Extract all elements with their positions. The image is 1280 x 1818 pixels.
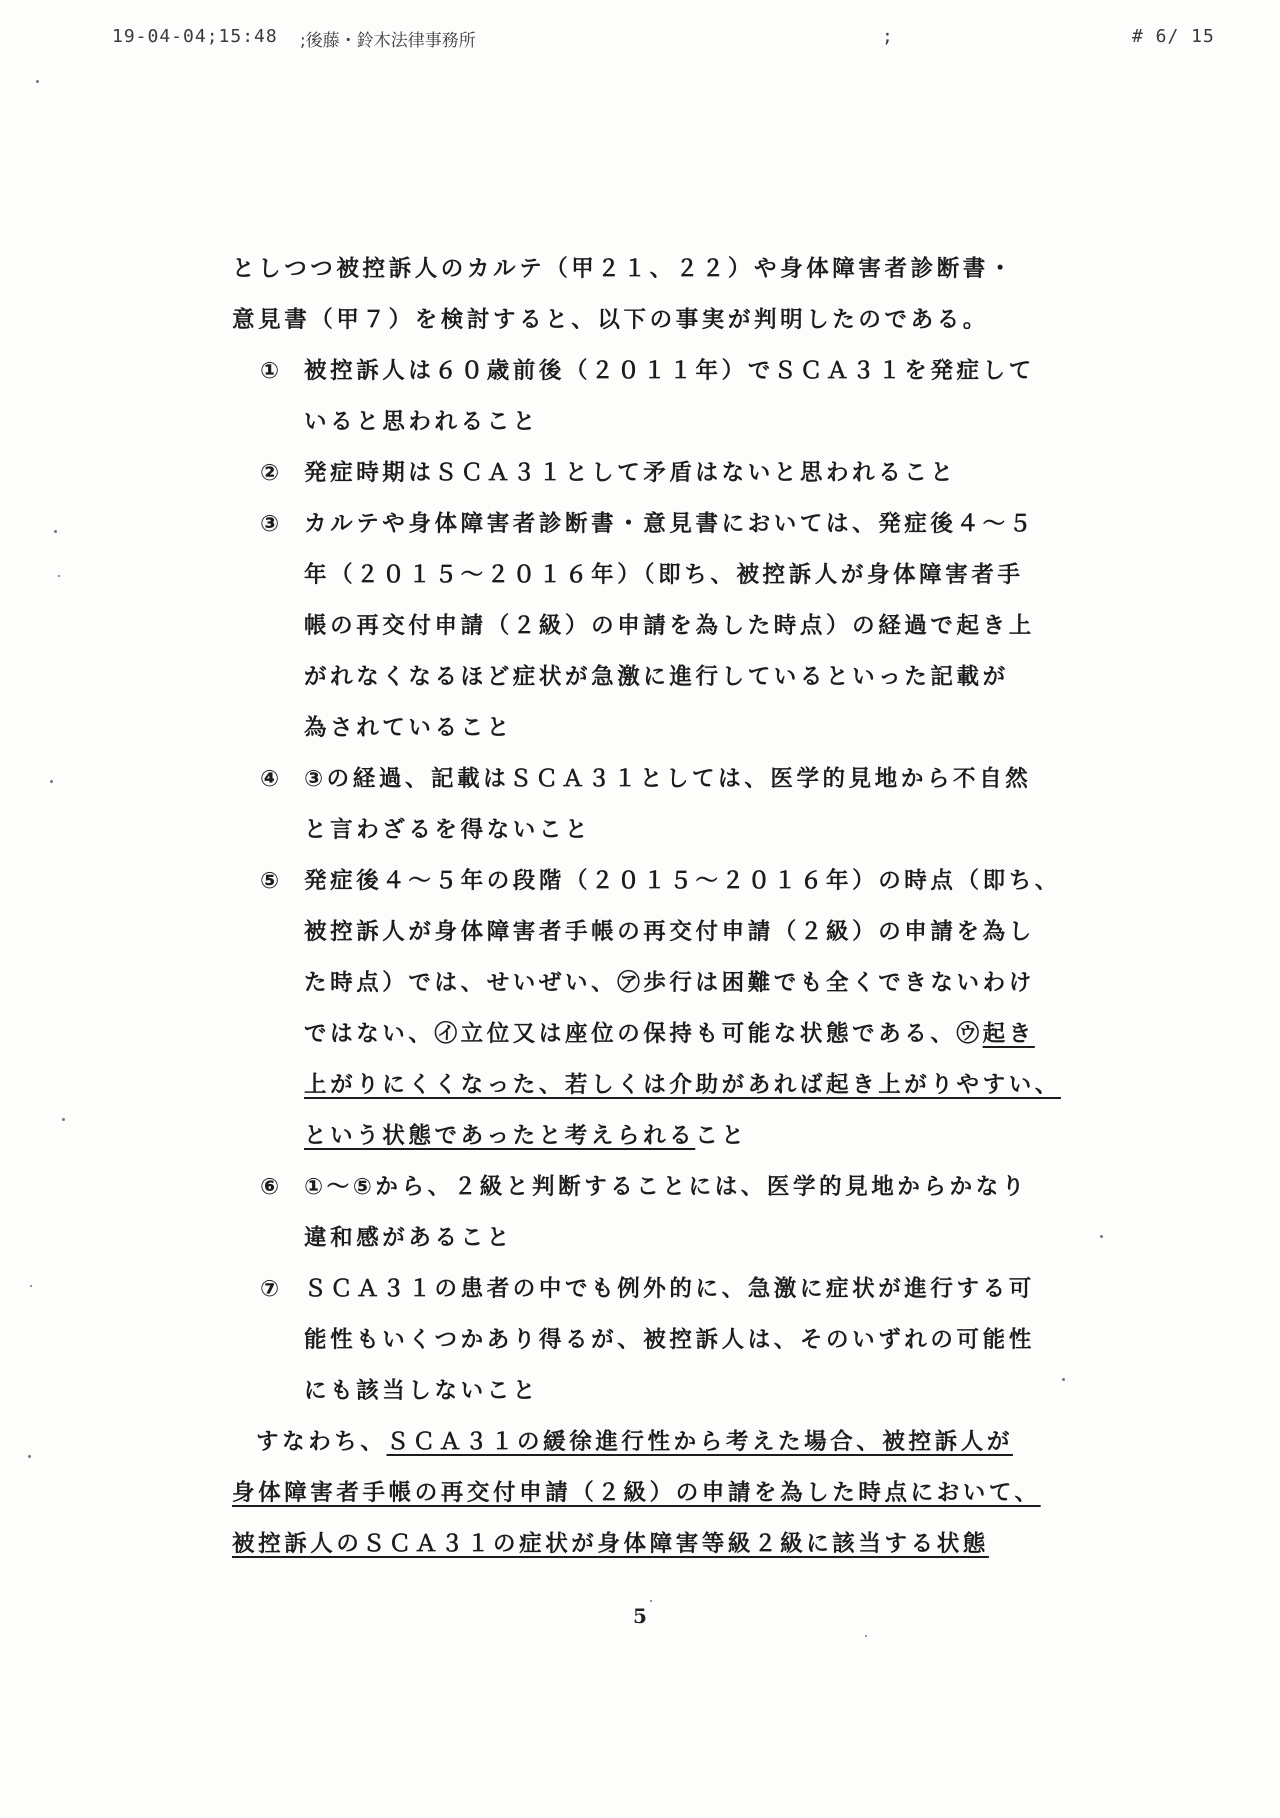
fax-separator: ; — [882, 26, 894, 47]
conclusion-line — [232, 1519, 1092, 1570]
item-text: カルテや身体障害者診断書・意見書においては、発症後４～５ — [304, 511, 1035, 537]
item-text: ①～⑤から、２級と判断することには、医学的見地からかなり — [304, 1174, 1028, 1200]
scan-speck — [36, 80, 39, 83]
item-continuation: いると思われること — [304, 409, 539, 435]
item-continuation: 違和感があること — [304, 1225, 513, 1251]
scan-speck — [650, 1600, 652, 1602]
intro-line: 意見書（甲７）を検討すると、以下の事実が判明したのである。 — [232, 307, 989, 333]
conclusion-underlined: 被控訴人のＳＣＡ３１の症状が身体障害等級２級に該当する状態 — [232, 1531, 989, 1557]
scan-speck — [54, 530, 57, 533]
scan-speck — [62, 1118, 65, 1121]
list-item-6 — [232, 1162, 1092, 1213]
item-number: ④ — [260, 766, 283, 792]
scan-speck — [865, 1635, 867, 1637]
item-text-underlined: という状態であったと考えられる — [304, 1123, 696, 1149]
conclusion-line — [232, 1417, 1092, 1468]
item-continuation — [232, 1111, 1092, 1162]
scan-speck — [1062, 1378, 1065, 1381]
conclusion-underlined: 身体障害者手帳の再交付申請（２級）の申請を為した時点において、 — [232, 1480, 1041, 1506]
conclusion-line — [232, 1468, 1092, 1519]
fax-header — [0, 22, 1280, 56]
scan-speck — [58, 575, 60, 577]
scan-speck — [1100, 1235, 1103, 1238]
document-body — [232, 244, 1092, 1570]
item-number: ② — [260, 460, 283, 486]
scan-speck — [30, 1285, 32, 1287]
scan-speck — [50, 780, 53, 783]
item-text: 被控訴人は６０歳前後（２０１１年）でＳＣＡ３１を発症して — [304, 358, 1035, 384]
list-item-4 — [232, 754, 1092, 805]
item-continuation: と言わざるを得ないこと — [304, 817, 592, 843]
item-continuation: 被控訴人が身体障害者手帳の再交付申請（２級）の申請を為し — [304, 919, 1035, 945]
item-continuation: た時点）では、せいぜい、㋐歩行は困難でも全くできないわけ — [304, 970, 1035, 996]
conclusion-underlined: ＳＣＡ３１の緩徐進行性から考えた場合、被控訴人が — [386, 1429, 1013, 1455]
item-text: ＳＣＡ３１の患者の中でも例外的に、急激に症状が進行する可 — [304, 1276, 1035, 1302]
fax-sender: ;後藤・鈴木法律事務所 — [300, 31, 476, 51]
scan-speck — [28, 1455, 31, 1458]
item-continuation: 帳の再交付申請（２級）の申請を為した時点）の経過で起き上 — [304, 613, 1035, 639]
item-number: ① — [260, 358, 283, 384]
fax-datetime: 19-04-04;15:48 — [112, 26, 278, 47]
item-text-plain: こと — [695, 1123, 748, 1149]
list-item-7 — [232, 1264, 1092, 1315]
intro-line: としつつ被控訴人のカルテ（甲２１、２２）や身体障害者診断書・ — [232, 256, 1016, 282]
item-number: ⑥ — [260, 1174, 283, 1200]
item-continuation — [232, 1060, 1092, 1111]
fax-page-count: # 6/ 15 — [1132, 26, 1215, 47]
item-number: ⑦ — [260, 1276, 283, 1302]
item-text-plain: ではない、㋑立位又は座位の保持も可能な状態である、㋒ — [304, 1021, 983, 1047]
item-continuation: にも該当しないこと — [304, 1378, 539, 1404]
list-item-2 — [232, 448, 1092, 499]
list-item-5 — [232, 856, 1092, 907]
item-continuation: 能性もいくつかあり得るが、被控訴人は、そのいずれの可能性 — [304, 1327, 1035, 1353]
item-continuation — [232, 1009, 1092, 1060]
item-text-underlined: 上がりにくくなった、若しくは介助があれば起き上がりやすい、 — [304, 1072, 1061, 1098]
item-text: 発症後４～５年の段階（２０１５～２０１６年）の時点（即ち、 — [304, 868, 1061, 894]
page-number: 5 — [633, 1604, 647, 1628]
list-item-3 — [232, 499, 1092, 550]
item-text-underlined: 起き — [982, 1021, 1035, 1047]
item-continuation: 年（２０１５～２０１６年）（即ち、被控訴人が身体障害者手 — [304, 562, 1024, 588]
item-continuation: がれなくなるほど症状が急激に進行しているといった記載が — [304, 664, 1009, 690]
conclusion-plain: すなわち、 — [256, 1429, 387, 1455]
list-item-1 — [232, 346, 1092, 397]
item-text: ③の経過、記載はＳＣＡ３１としては、医学的見地から不自然 — [304, 766, 1032, 792]
item-text: 発症時期はＳＣＡ３１として矛盾はないと思われること — [304, 460, 957, 486]
item-number: ⑤ — [260, 868, 283, 894]
item-number: ③ — [260, 511, 283, 537]
item-continuation: 為されていること — [304, 715, 513, 741]
